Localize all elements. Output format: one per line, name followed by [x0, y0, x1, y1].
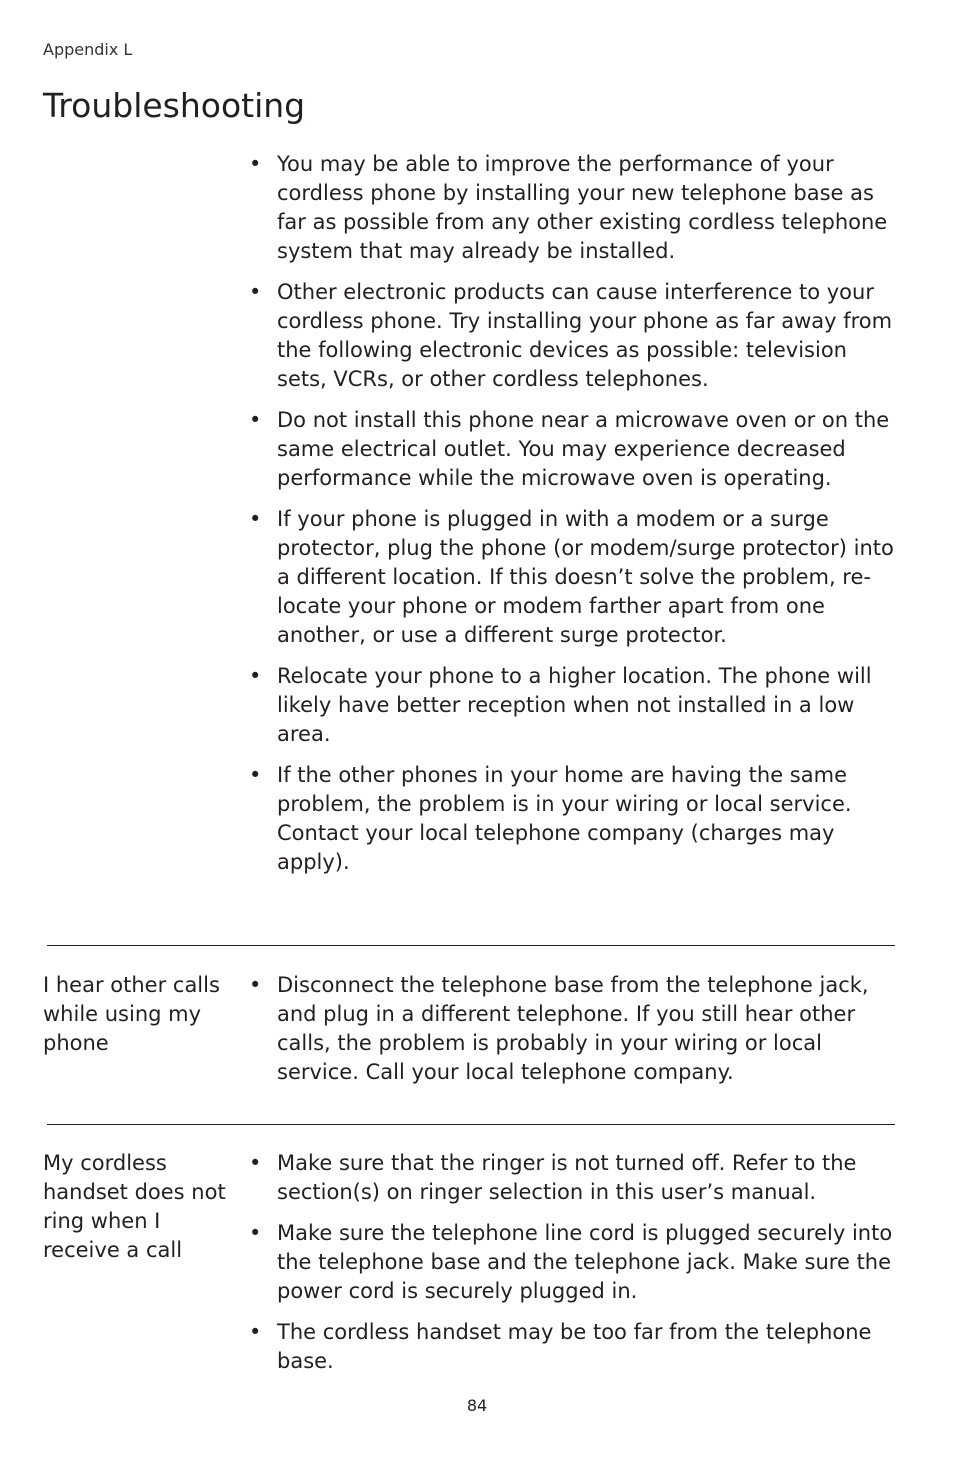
problem-label: My cordless handset does not ring when I receive a call	[43, 1151, 226, 1262]
section-divider	[47, 1124, 895, 1125]
solution-item: • If your phone is plugged in with a modem or a surge protector, plug the phone (or modem/surge protector) into a different location. If this doesn’t solve the problem, re-locate your phone or modem farther apart from one another, or use a different surge protector.	[248, 505, 898, 650]
appendix-label: Appendix L	[43, 40, 133, 59]
solution-item: • Do not install this phone near a microwave oven or on the same electrical outlet. You may experience decreased performance while the microwave oven is operating.	[248, 406, 898, 493]
solution-item: • Make sure the telephone line cord is plugged securely into the telephone base and the telephone jack. Make sure the power cord is securely plugged in.	[248, 1219, 898, 1306]
solution-item: • The cordless handset may be too far from the telephone base.	[248, 1318, 898, 1376]
solution-list	[248, 971, 898, 1099]
solution-item: • You may be able to improve the performance of your cordless phone by installing your new telephone base as far as possible from any other existing cordless telephone system that may already be installed.	[248, 150, 898, 266]
page-title: Troubleshooting	[43, 86, 306, 125]
solution-list	[248, 150, 898, 889]
solution-item: • Make sure that the ringer is not turned off. Refer to the section(s) on ringer selection in this user’s manual.	[248, 1149, 898, 1207]
section-divider	[47, 945, 895, 946]
solution-item: • Other electronic products can cause interference to your cordless phone. Try installing your phone as far away from the following electronic devices as possible: television sets, VCRs, or other cordless telephones.	[248, 278, 898, 394]
solution-list	[248, 1149, 898, 1388]
solution-item: • Disconnect the telephone base from the telephone jack, and plug in a different telephone. If you still hear other calls, the problem is probably in your wiring or local service. Call your local telephone company.	[248, 971, 898, 1087]
problem-label: I hear other calls while using my phone	[43, 973, 220, 1055]
solution-item: • Relocate your phone to a higher location. The phone will likely have better reception when not installed in a low area.	[248, 662, 898, 749]
page-number: 84	[466, 1396, 488, 1415]
solution-item: • If the other phones in your home are having the same problem, the problem is in your wiring or local service. Contact your local telephone company (charges may apply).	[248, 761, 898, 877]
